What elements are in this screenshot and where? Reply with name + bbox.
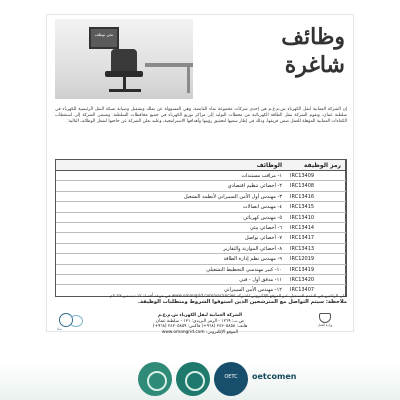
- job-advertisement: [46, 14, 354, 335]
- job-code: IRC13417: [286, 233, 346, 242]
- table-row: [56, 265, 346, 275]
- logo-text: نماء: [57, 327, 62, 331]
- hero-section: [47, 15, 355, 103]
- table-row: [56, 192, 346, 202]
- logo-ring-inner: [69, 315, 83, 327]
- job-code: IRC13409: [286, 171, 346, 180]
- brand-band: [0, 350, 400, 400]
- brand-band-bg: [0, 362, 400, 400]
- table-row: [56, 244, 346, 254]
- chair-base: [109, 89, 141, 92]
- header-code: رمز الوظيفة: [286, 160, 346, 170]
- job-title: ١- مراقب مستندات: [241, 173, 282, 179]
- job-title: ١٢- مهندس الأمن السيبراني: [224, 287, 282, 294]
- job-title: ٢- أخصائي تنظيم اقتصادي: [227, 183, 282, 190]
- footer: [55, 313, 347, 335]
- table-row: [56, 202, 346, 212]
- contact-block: [115, 313, 285, 335]
- desk-leg: [187, 67, 190, 93]
- job-code: IRC13420: [286, 275, 346, 284]
- notes-section: [55, 293, 347, 307]
- ministry-label: وزارة العمل: [317, 323, 333, 327]
- company-logo: [57, 313, 93, 331]
- office-chair-photo: [55, 19, 193, 99]
- job-title: ١١- مدقق أول - فني: [239, 276, 282, 283]
- table-row: [56, 181, 346, 191]
- phone-fax: هاتف: ٢٤٣٠٥٨٥٨ (٩٦٨+) فاكس: ٢٤٣٠٥٨٥٩ (٩٦٨+): [152, 324, 248, 330]
- chair-back: [111, 49, 137, 73]
- emblem-icon: [319, 313, 331, 323]
- hiring-sign: [89, 27, 119, 49]
- company-name: الشركة العمانية لنقل الكهرباء ش.م.ع.م: [157, 313, 243, 318]
- brand-bubble-1: [138, 362, 172, 396]
- table-row: [56, 233, 346, 243]
- job-code: IRC13413: [286, 244, 346, 253]
- title-line-1: وظائف: [281, 24, 345, 50]
- job-code: IRC13410: [286, 213, 346, 222]
- job-title: ٤- مهندس اتصالات: [242, 204, 282, 211]
- table-row: [56, 223, 346, 233]
- job-title: ١٠- كبير مهندسي التخطيط التشغيلي: [206, 266, 282, 273]
- job-title: ٥- مهندس كهربائي: [243, 214, 282, 221]
- jobs-table-header: [56, 160, 346, 171]
- brand-bubble-2: [176, 362, 210, 396]
- header-job: الوظائف: [256, 162, 282, 169]
- job-title: ٨- أخصائي الموازنة والتقارير: [223, 245, 282, 252]
- job-title: ٦- أخصائي بيئي: [249, 224, 282, 231]
- hiring-sign-text: نحن نوظف: [94, 32, 114, 37]
- brand-bubble-3: [214, 362, 248, 396]
- brand-bubble-label: OETC: [224, 374, 238, 380]
- job-title: ٣- مهندس أول الأمن السيبراني لأنظمة التشغيل: [183, 193, 282, 200]
- jobs-table: [55, 159, 347, 297]
- intro-paragraph: إن الشركة العمانية لنقل الكهرباء ش.م.ع.م هي إحدى شركات مجموعة نماء القابضة، وهي المسؤولة عن تملك وتشغيل وصيانة شبكة النقل الرئيسية للكهرباء في سلطنة عمان، وتقوم الشركة بنقل الطاقة الكهربائية من محطات التوليد إلى مراكز توزيع الكهرباء في جميع محافظات السلطنة. وتسعى الشركة إلى استقطاب الكفاءات العمانية المؤهلة للعمل ضمن فريقها، وذلك في إطار سعيها لتحقيق رؤيتها وأهدافها الاستراتيجية، وعليه تعلن الشركة عن حاجتها لشغل الوظائف التالية:: [55, 107, 347, 125]
- job-code: IRC13419: [286, 265, 346, 274]
- ministry-emblem: [305, 313, 345, 331]
- note-text: ملاحظة: سيتم التواصل مع المترشحين الذين استوفوا الشروط ومتطلبات الوظيفة.: [138, 299, 347, 305]
- job-code: IRC12019: [286, 254, 346, 263]
- job-code: IRC13414: [286, 223, 346, 232]
- chair-stem: [123, 77, 126, 89]
- job-code: IRC13407: [286, 285, 346, 295]
- table-row: [56, 213, 346, 223]
- table-row: [56, 275, 346, 285]
- job-code: IRC13408: [286, 181, 346, 190]
- deadline-text: على الراغبين في التقدم التسجيل عبر الموقع الإلكتروني للشركة www.omangrid.com/vacancies في موعد أقصاه ١٢ ديسمبر ٢٠٢٣م.: [108, 293, 347, 298]
- job-title: ٧- أخصائي تواصل: [245, 235, 282, 242]
- website: الموقع الإلكتروني: www.omangrid.com: [161, 329, 239, 335]
- title-line-2: شاغرة: [284, 52, 345, 78]
- table-row: [56, 171, 346, 181]
- page-title: [205, 23, 345, 79]
- table-row: [56, 254, 346, 264]
- brand-name: oetcomen: [252, 372, 297, 381]
- postal-address: ص.ب: ١٢٦٩ - الرمز البريدي: ١٣١ - سلطنة عمان: [156, 318, 244, 324]
- job-code: IRC13416: [286, 192, 346, 201]
- job-title: ٩- مهندس نظم إدارة الطاقة: [223, 256, 282, 263]
- desk: [145, 63, 193, 67]
- job-code: IRC13415: [286, 202, 346, 211]
